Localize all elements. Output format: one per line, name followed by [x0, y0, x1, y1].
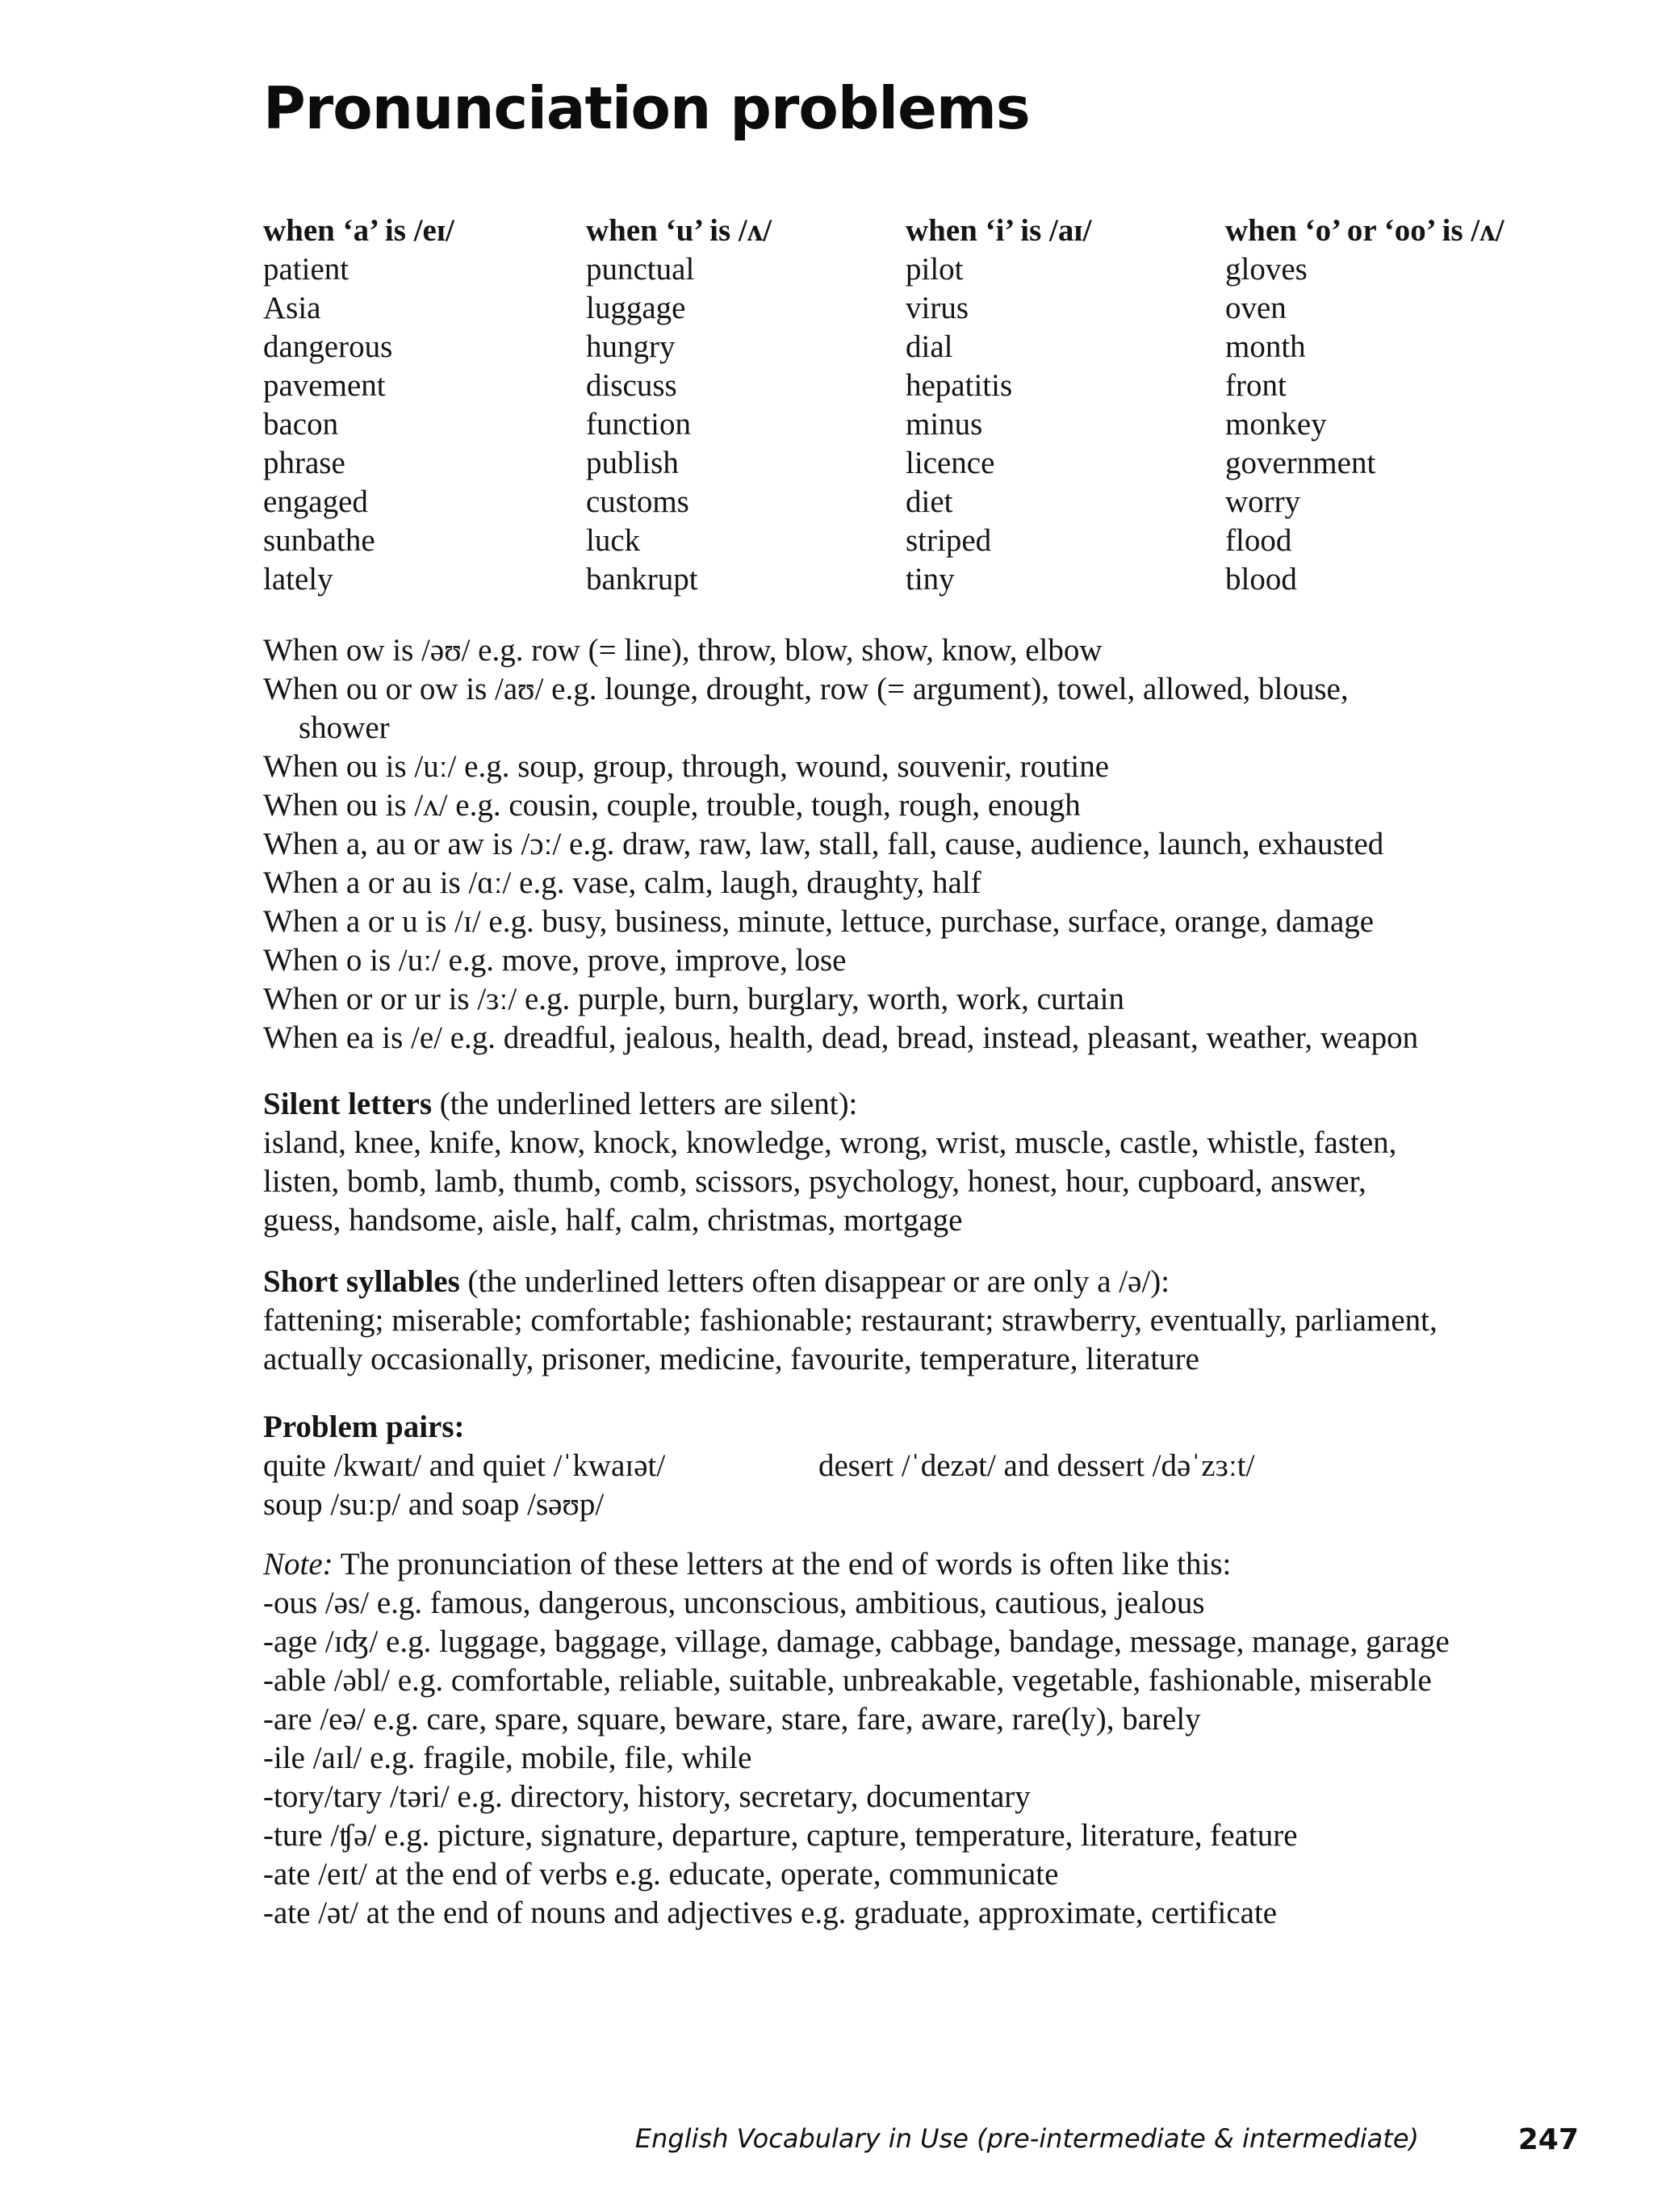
section-intro: (the underlined letters often disappear or are only a /ə/):: [459, 1264, 1170, 1299]
section-heading: Silent letters: [263, 1087, 433, 1121]
list-item: hungry: [586, 329, 676, 364]
ending-line: -able /əbl/ e.g. comfortable, reliable, suitable, unbreakable, vegetable, fashionable, miserable: [263, 1663, 1432, 1698]
list-item: luggage: [586, 291, 686, 325]
list-item: phrase: [263, 446, 345, 480]
section-heading: Short syllables: [263, 1264, 460, 1299]
list-item: dial: [906, 329, 953, 364]
rule-line: When or or ur is /ɜː/ e.g. purple, burn, burglary, worth, work, curtain: [263, 982, 1124, 1016]
rule-line: When o is /uː/ e.g. move, prove, improve, lose: [263, 943, 847, 978]
note-section: [263, 1545, 1619, 1933]
rule-line-continued: shower: [299, 710, 390, 745]
ending-line: -ture /ʧə/ e.g. picture, signature, departure, capture, temperature, literature, feature: [263, 1818, 1298, 1853]
rule-line: When a or au is /ɑː/ e.g. vase, calm, laugh, draughty, half: [263, 865, 981, 900]
pair-item: desert /ˈdezət/ and dessert /dəˈzɜːt/: [818, 1448, 1255, 1483]
list-item: punctual: [586, 252, 695, 287]
pair-item: quite /kwaɪt/ and quiet /ˈkwaɪət/: [263, 1448, 666, 1483]
list-item: sunbathe: [263, 523, 375, 558]
note-label: Note:: [263, 1547, 333, 1581]
ending-line: -ate /ət/ at the end of nouns and adjectives e.g. graduate, approximate, certificate: [263, 1896, 1278, 1930]
list-item: worry: [1225, 484, 1301, 519]
list-item: patient: [263, 252, 349, 287]
list-item: pilot: [906, 252, 964, 287]
list-item: diet: [906, 484, 953, 519]
word-line: island, knee, knife, know, knock, knowledge, wrong, wrist, muscle, castle, whistle, fasten,: [263, 1125, 1397, 1160]
rule-line: When a or u is /ɪ/ e.g. busy, business, minute, lettuce, purchase, surface, orange, damage: [263, 904, 1375, 939]
problem-pairs-section: [263, 1408, 1619, 1537]
list-item: striped: [906, 523, 992, 558]
ending-line: -tory/tary /təri/ e.g. directory, history, secretary, documentary: [263, 1779, 1031, 1814]
rule-line: When ou or ow is /aʊ/ e.g. lounge, drought, row (= argument), towel, allowed, blouse,: [263, 672, 1349, 706]
list-item: pavement: [263, 368, 386, 403]
column-heading: when ‘u’ is /ʌ/: [586, 213, 772, 248]
list-item: virus: [906, 291, 969, 325]
list-item: engaged: [263, 484, 368, 519]
list-item: oven: [1225, 291, 1287, 325]
pair-item: soup /suːp/ and soap /səʊp/: [263, 1487, 605, 1522]
list-item: bacon: [263, 407, 339, 442]
list-item: Asia: [263, 291, 321, 325]
word-line: listen, bomb, lamb, thumb, comb, scissors, psychology, honest, hour, cupboard, answer,: [263, 1164, 1366, 1199]
ending-line: -ate /eɪt/ at the end of verbs e.g. educate, operate, communicate: [263, 1857, 1059, 1892]
ending-line: -are /eə/ e.g. care, spare, square, beware, stare, fare, aware, rare(ly), barely: [263, 1702, 1201, 1737]
column-i: [906, 212, 1091, 599]
list-item: function: [586, 407, 691, 442]
rule-line: When ea is /e/ e.g. dreadful, jealous, health, dead, bread, instead, pleasant, weather, weapon: [263, 1020, 1419, 1055]
column-heading: when ‘i’ is /aɪ/: [906, 213, 1092, 248]
list-item: blood: [1225, 562, 1297, 597]
column-heading: when ‘a’ is /eɪ/: [263, 213, 454, 248]
column-a: [263, 212, 454, 599]
ending-line: -ile /aɪl/ e.g. fragile, mobile, file, while: [263, 1741, 752, 1775]
rules-list: [263, 631, 1619, 1058]
rule-line: When a, au or aw is /ɔː/ e.g. draw, raw, law, stall, fall, cause, audience, launch, exhausted: [263, 827, 1384, 861]
list-item: bankrupt: [586, 562, 698, 597]
list-item: lately: [263, 562, 333, 597]
list-item: government: [1225, 446, 1376, 480]
column-heading: when ‘o’ or ‘oo’ is /ʌ/: [1225, 213, 1504, 248]
list-item: dangerous: [263, 329, 393, 364]
list-item: gloves: [1225, 252, 1308, 287]
note-intro: The pronunciation of these letters at the end of words is often like this:: [333, 1547, 1232, 1581]
ending-line: -ous /əs/ e.g. famous, dangerous, unconscious, ambitious, cautious, jealous: [263, 1586, 1205, 1620]
rule-line: When ou is /uː/ e.g. soup, group, through, wound, souvenir, routine: [263, 749, 1110, 784]
ending-line: -age /ɪʤ/ e.g. luggage, baggage, village, damage, cabbage, bandage, message, manage, garage: [263, 1624, 1450, 1659]
rule-line: When ou is /ʌ/ e.g. cousin, couple, trouble, tough, rough, enough: [263, 788, 1081, 823]
silent-letters-section: [263, 1085, 1619, 1240]
list-item: minus: [906, 407, 983, 442]
page-title: Pronunciation problems: [263, 74, 1030, 142]
list-item: licence: [906, 446, 995, 480]
list-item: flood: [1225, 523, 1292, 558]
page-number: 247: [1517, 2123, 1579, 2156]
short-syllables-section: [263, 1263, 1619, 1379]
word-line: actually occasionally, prisoner, medicine, favourite, temperature, literature: [263, 1342, 1199, 1376]
column-o: [1225, 212, 1504, 599]
list-item: luck: [586, 523, 641, 558]
column-u: [586, 212, 772, 599]
rule-line: When ow is /əʊ/ e.g. row (= line), throw, blow, show, know, elbow: [263, 633, 1103, 668]
book-title: English Vocabulary in Use (pre-intermediate & intermediate): [634, 2123, 1419, 2154]
section-heading: Problem pairs:: [263, 1410, 465, 1444]
list-item: discuss: [586, 368, 677, 403]
section-intro: (the underlined letters are silent):: [432, 1087, 858, 1121]
list-item: monkey: [1225, 407, 1327, 442]
word-line: guess, handsome, aisle, half, calm, christmas, mortgage: [263, 1203, 963, 1238]
list-item: month: [1225, 329, 1306, 364]
word-line: fattening; miserable; comfortable; fashionable; restaurant; strawberry, eventually, parliament,: [263, 1303, 1437, 1338]
list-item: publish: [586, 446, 679, 480]
list-item: front: [1225, 368, 1287, 403]
list-item: tiny: [906, 562, 955, 597]
list-item: customs: [586, 484, 689, 519]
list-item: hepatitis: [906, 368, 1013, 403]
